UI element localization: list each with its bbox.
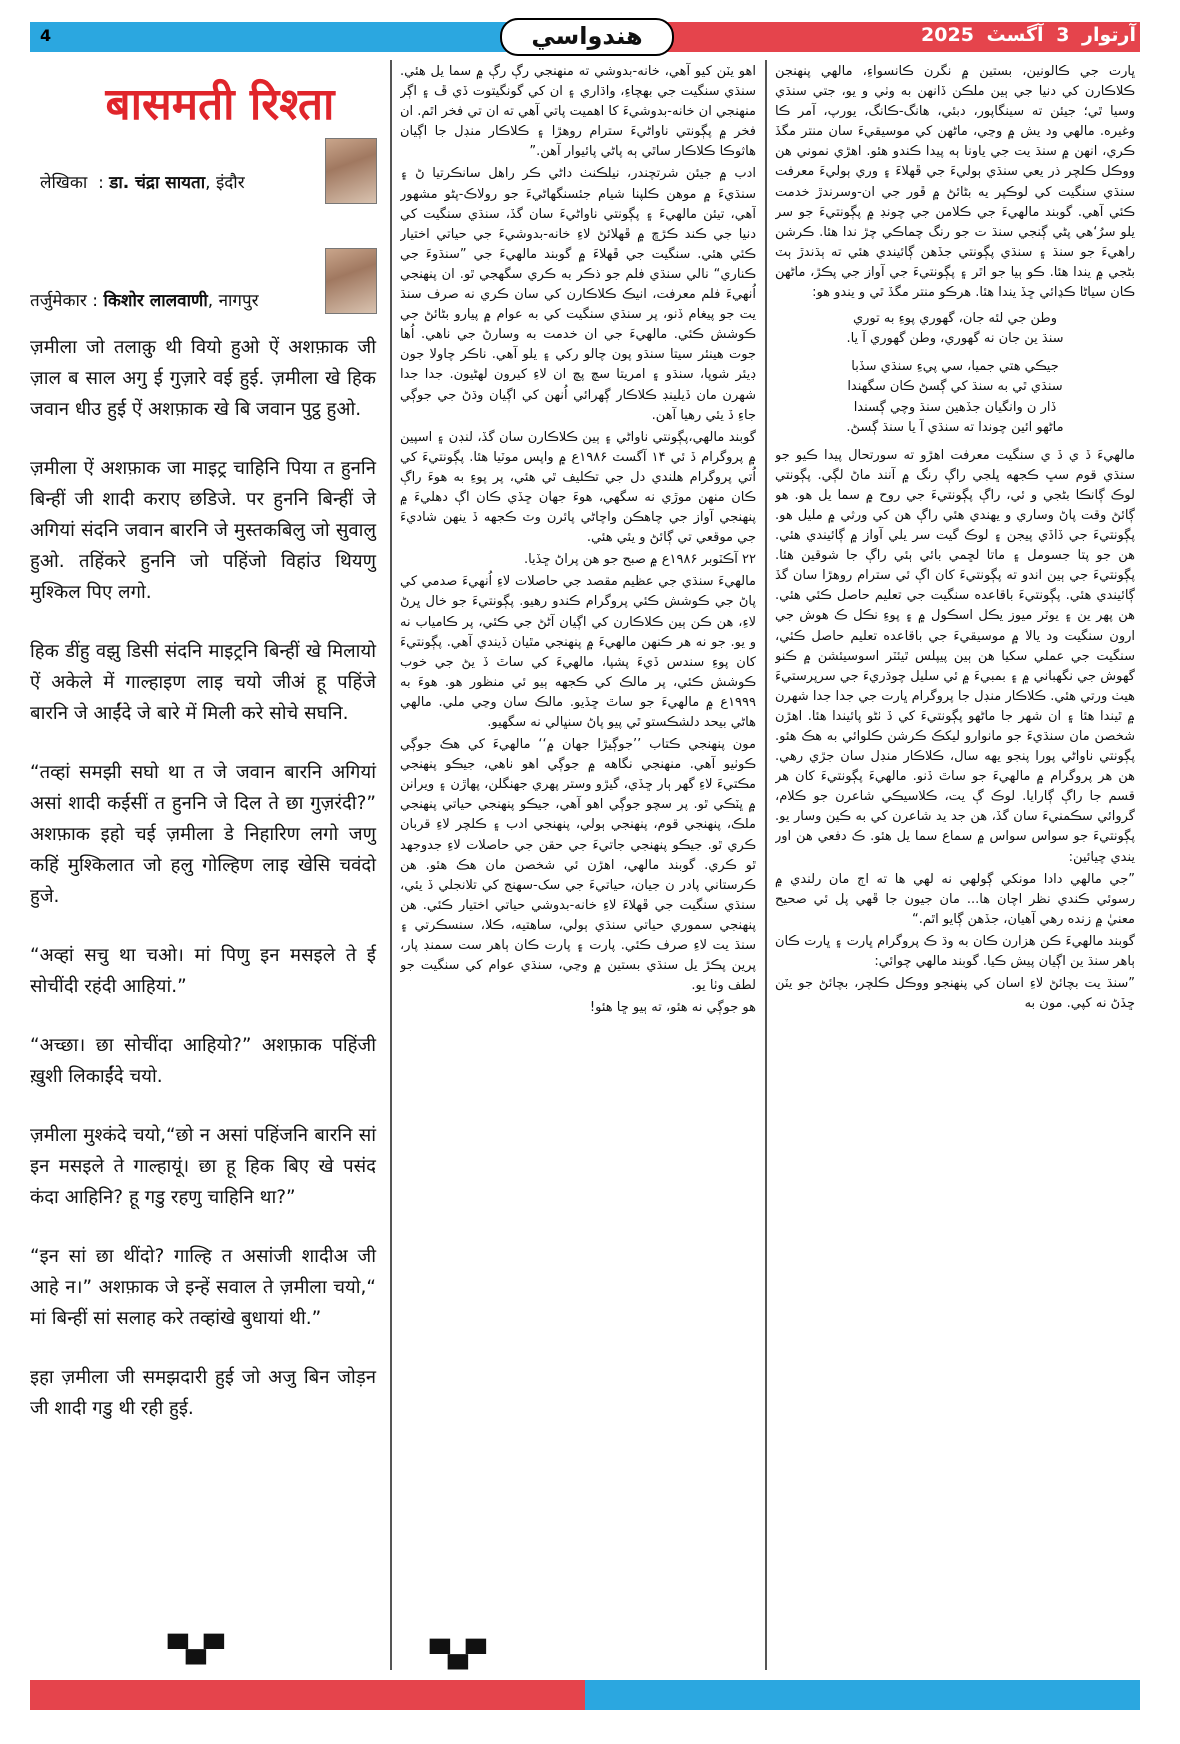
verse-line: جيڪي هتي جميا، سي پيءِ سنڌي سڏبا bbox=[851, 359, 1059, 375]
newspaper-masthead: هندواسي bbox=[500, 18, 674, 56]
story-paragraph: “अव्हां सचु था चओ। मां पिणु इन मसइले ते ई सोचींदी रहंदी आहियां.” bbox=[30, 945, 376, 997]
writer-photo bbox=[325, 138, 377, 204]
verse-block bbox=[775, 357, 1135, 437]
verse-line: سنڌي ٿي به سنڌ کي ڳسڻ ڪان سگهندا bbox=[847, 379, 1063, 395]
column-divider bbox=[765, 60, 767, 1670]
date-day: 3 bbox=[1056, 24, 1070, 46]
writer-byline: लेखिका : डा. चंद्रा सायता, इंदौर bbox=[40, 173, 245, 193]
quote-paragraph: ”سنڌ يت بچائڻ لاءِ اسان کي پنهنجو ووڪل ڪلچر، بچائڻ جو يٽن ڇڏڻ نه کپي. مون به bbox=[775, 976, 1135, 1012]
bottom-left-color-bar bbox=[30, 1680, 615, 1710]
translator-byline: तर्जुमेकार : किशोर लालवाणी, नागपुर bbox=[30, 291, 259, 311]
writer-name: डा. चंद्रा सायता bbox=[109, 173, 206, 193]
writer-city: इंदौर bbox=[215, 173, 245, 193]
story-paragraph: “तव्हां समझी सघो था त जे जवान बारनि अगियां असां शादी कईसीं त हुननि जे दिल ते छा गुज़रंदी?” अशफ़ाक इहो चई ज़मीला डे निहारिण लगो जणु कहिं मुश्किलात जो हलु गोल्हिण लाइ खेसि चवंदो हुजे. bbox=[30, 762, 376, 907]
column-divider bbox=[390, 60, 392, 1670]
story-paragraph: हिक डींहु वझु डिसी संदनि माइट्रनि बिन्हीं खे मिलायो ऐं अकेले में गाल्हाइण लाइ चयो जीअं हू पहिंजे बारनि जे आईंदे जे बारे में मिली करे सोचे सघनि. bbox=[30, 641, 376, 724]
middle-article-column bbox=[400, 62, 756, 1662]
verse-line: سنڌ ين جان نه گهوري، وطن گهوري آ يا. bbox=[846, 331, 1064, 347]
article-end-mark: ▀▄▀ bbox=[430, 1640, 484, 1670]
date-year: 2025 bbox=[921, 24, 974, 46]
translator-label: तर्जुमेकार bbox=[30, 291, 87, 311]
article-paragraph: هو جوڳي نه هئو، ته ٻيو ڇا هئو! bbox=[589, 1000, 756, 1016]
writer-label: लेखिका bbox=[40, 173, 88, 193]
article-title: बासमती रिश्ता bbox=[105, 79, 335, 130]
dateline bbox=[915, 24, 1136, 46]
story-paragraph: “इन सां छा थींदो? गाल्हि त असांजी शादीअ जी आहे न।” अशफ़ाक जे इन्हें सवाल ते ज़मीला चयो,“ मां बिन्हीं सां सलाह करे तव्हांखे बुधायां थी.” bbox=[30, 1246, 376, 1329]
verse-line: ماڻهو ائين چوندا ته سنڌي آ يا سنڌ ڳسڻ. bbox=[846, 419, 1064, 435]
translator-name: किशोर लालवाणी bbox=[103, 291, 208, 311]
date-month: آگسٽ bbox=[986, 24, 1044, 46]
bottom-right-color-bar bbox=[585, 1680, 1140, 1710]
article-paragraph: مون پنهنجي ڪتاب ’’جوڳيڙا جهان ۾‘‘ مالهيءَ کي هڪ جوڳي ڪوٺيو آهي. منهنجي نگاهه ۾ جوڳي اهو ناهي، جيڪو پنهنجي مڪتيءَ لاءِ گهر ٻار ڇڏي، گيڙو وستر پهري جهنگلن، پهاڙن ۽ ويرانن ۾ ڀٽڪي ٿو. پر سچو جوڳي اهو آهي، جيڪو پنهنجي حياتي پنهنجي ملڪ، پنهنجي قوم، پنهنجي ٻولي، پنهنجي ادب ۽ ڪلچر لاءِ قربان ڪري ٿو. جيڪو پنهنجي جاتيءَ جي حقن جي حاصلات لاءِ جدوجهد ٿو ڪري. گوبند مالهي، اهڙن ئي شخصن مان هڪ هئو. هن ڪرستاني پادر ن جيان، حياتيءَ جي سک-سهنج کي تلانجلي ڏ يئي، سنڌي سنگيت جي ڦهلاءَ لاءِ خانه-بدوشي حياتي اختيار ڪئي. هن پنهنجي سموري حياتي سنڌي ٻولي، ساهتيه، ڪلا، سنسڪرتي ۽ سنڌ يت لاءِ صرف ڪئي. پارت ۽ پارت ڪان ٻاهر ست سمنڊ پار، پرين پڪڙ يل سنڌي بستين ۾ وڃي، سنڌي عوام کي سنگيت جو لطف وٺا يو. bbox=[400, 737, 756, 994]
article-paragraph: مالهيءَ سنڌي جي عظيم مقصد جي حاصلات لاءِ اُنهيءَ صدمي کي پاڻ جي ڪوشش ڪئي پروگرام ڪندو رهيو. پڳونتيءَ جو خال ڀرڻ لاءِ، هن ڪن ٻين ڪلاڪارن کي اڳيان آڻڻ جي ڪئي، پر ڪامياب نه و يو. جو نه هر ڪنهن مالهيءَ ۾ پنهنجي مٿيان ڏيندي آهي. پڳونتيءَ کان پوءِ سندس ڏيءَ پشپا، مالهيءَ کي ساٿ ڏ يڻ جي خوب ڪوشش ڪئي، پر مالڪ کي ڪجهه ٻيو ئي منظور هو. هوءَ به ۱۹۹۹ع ۾ مالهيءَ جو ساٿ ڇڏيو. مالڪ سان وڃي ملي. مالهي هاڻي بيحد دلشڪستو ٿي پيو پاڻ سنڀالي نه سگهيو. bbox=[400, 574, 756, 730]
story-end-mark: ▀▄▀ bbox=[168, 1635, 222, 1665]
story-column bbox=[30, 60, 380, 1670]
story-body bbox=[30, 332, 376, 1452]
quote-paragraph: ”جي مالهي دادا مونکي ڳولهي نه لهي ها ته اڄ مان رلندي ۾ رسوئي ڪندي نظر اچان ها... مان جيون جا ڦهي پل ئي صحيح معنيٰ ۾ زنده رهي آهيان، جڏهن ڳايو اٿم.“ bbox=[775, 871, 1135, 927]
date-weekday: آرتوار bbox=[1082, 24, 1136, 46]
story-paragraph: ज़मीला जो तलाक़ु थी वियो हुओ ऐं अशफ़ाक जी ज़ाल ब साल अगु ई गुज़ारे वई हुई. ज़मीला खे हिक जवान धीउ हुई ऐं अशफ़ाक खे बि जवान पुट्ठ हुओ. bbox=[30, 337, 376, 420]
right-article-column bbox=[775, 62, 1135, 1662]
translator-photo bbox=[325, 248, 377, 314]
article-paragraph: ادب ۾ جيئن شرتچندر، نيلڪنٺ داڻي ڪر راهل سانڪرتيا ڻ ۽ سنڌيءَ ۾ موهن ڪلپنا شيام جئسنگهاڻيءَ جو رولاڪ-پڻو مشهور آهي، تيئن مالهيءَ ۽ پڳونتي ناواڻيءَ سان گڏ، سنڌي سنگيت کي دنيا جي ڪند ڪڙڇ ۾ ڦهلائڻ لاءِ خانه-بدوشيءَ جي حياتي اختيار ڪئي هئي. سنگيت جي ڦهلاءَ ۾ گوبند مالهيءَ جي ”سنڌوءَ جي ڪناري“ نالي سنڌي فلم جو ذڪر به ڪري سگهجي ٿو. ان پنهنجي اُنهيءَ فلم معرفت، انيڪ ڪلاڪارن کي سان ڪري نه صرف سنڌ يت جو پيغام ڏنو، پر سنڌي سنگيت کي به عوام ۾ پيارو بڻائڻ جي ڪوشش ڪئي. مالهيءَ جي ان خدمت به وسارڻ جي ناهي. اُها جوت هينئر سيتا سنڌو پون چالو رکي ۽ يلو آهي. ناڪر چاولا جون ڊيئر شوپا، سنڌو ۽ امريتا سچ پچ ان لاءِ کيرون لهڻيون. جدا جدا شهرن مان ڏيلينڊ ڪلاڪار ڳهرائي اُنهن کي اڳيان وڌڻ جي جوڳي جاءِ ڏ يئي رهيا آهن. bbox=[400, 166, 756, 423]
story-paragraph: इहा ज़मीला जी समझदारी हुई जो अजु बिन जोड़न जी शादी गडु थी रही हुई. bbox=[30, 1367, 376, 1419]
verse-line: ڏار ن وانگيان جڏهين سنڌ وچي ڳسندا bbox=[853, 399, 1057, 415]
article-paragraph: مالهيءَ ڏ ي ڏ ي سنگيت معرفت اهڙو ته سورتحال پيدا ڪيو جو سنڌي قوم سڀ ڪجهه ڀلجي راڳ رنگ ۾ آنند ماڻ لڳي. پڳونتي لوڪ ڳانڪا بڻجي و ئي، راڳ پڳونتيءَ جي روح ۾ سما يل هو. هو ڳائڻ وقت پاڻ وساري و يهندي هئي راڳ هن کي ورثي ۾ مليل هو. پڳونتيءَ جي ڏاڏي پيجن ۽ لوڪ گيت سر يلي آواز ۾ ڳائيندي هئي. هن جو پتا جسومل ۽ ماتا لڇمي بائي ٻئي راڳ جا شوقين هئا. پڳونتيءَ جي ٻين اندو ته پڳونتيءَ کان اڳ ئي سترام روهڙا سان گڏ ڳائيندي هئي. پڳونتيءَ باقاعده سنگيت جي تعليم حاصل ڪئي هئي. هن پهر ين ۽ يوٽر ميوز يڪل اسڪول ۾ ۽ پوءِ نڪل ڪ هوش جي ارون سنگيت ود يالا ۾ موسيقيءَ جي باقاعده تعليم حاصل ڪئي، سنگيت جي عملي سکيا هن ٻين پيپلس ٿيئٽر اسوسيئشن ۾ ڪنو گهوش جي نگهباني ۾ ۽ بمبيءَ ۾ ئي سليل چوڌريءَ جي سرپرستيءَ هيٺ ورتي هئي. ڪلاڪار منڊل جا پروگرام ڀارت جي جدا جدا شهرن ۾ ٿيندا هئا ۽ ان شهر جا ماڻهو پڳونتيءَ کي ڏ ٺڻو پائيندا هئا. اهڙن شخصن مان سنڌيءَ جو مانوارو ليکڪ ڪرشن ڪلوائي به هڪ هئو. پڳونتي ناواڻي پورا پنجو يهه سال، ڪلاڪار منڊل سان جڙي رهي. هن هر پروگرام ۾ مالهيءَ جو ساٿ ڏنو. مالهيءَ پڳونتيءَ کان هر قسم جا راڳ ڳارايا. لوڪ ڳ يت، ڪلاسيڪي شاعرن جو ڪلام، گروائي سڪمنيءَ سان گڏ، هن جد يد شاعرن کي به ڪين وسار يو. پڳونتيءَ جو سواس سواس ۾ سماع سما يل هئو. ڪ دفعي هن اور يندي چيائين: bbox=[775, 447, 1135, 865]
story-paragraph: ज़मीला मुश्कंदे चयो,“छो न असां पहिंजनि बारनि सां इन मसइले ते गाल्हायूं। छा हू हिक बिए खे पसंद कंदा आहिनि? हू गडु रहणु चाहिनि था?” bbox=[30, 1125, 376, 1208]
verse-block bbox=[775, 309, 1135, 349]
article-paragraph: ۲۲ آڪٽوبر ۱۹۸۶ع ۾ صبح جو هن پراڻ ڇڏيا. bbox=[523, 552, 756, 568]
article-paragraph: گوبند مالهي،پڳونتي ناواڻي ۽ ٻين ڪلاڪارن سان گڏ، لنڊن ۽ اسپين ۾ پروگرام ڏ ئي ۱۴ آگسٽ ۱۹۸۶ع ۾ واپس موٽيا هئا. پڳونتيءَ کي اُتي پروگرام هلندي دل جي تڪليف ٿي هئي، پر پوءِ به هوءَ راڳ ڪان منهن موڙي نه سگهي، هوءَ جهان ڇڏي ڪان اڳ دهليءَ ۾ پنهنجي آواز جي چاهڪن واچاڻي پائرن وٽ ڪجهه ڏ ينهن شاديءَ جي موقعي تي ڳائڻ و يئي هئي. bbox=[400, 429, 756, 546]
translator-city: नागपुर bbox=[218, 291, 259, 311]
article-paragraph: ڀارت جي ڪالونين، بستين ۾ نگرن ڪانسواءِ، مالهي پنهنجن ڪلاڪارن کي دنيا جي ٻين ملڪن ڏانهن به وٺي و يو، جتي سنڌي وسيا ٿي؛ جيئن ته سينگاپور، دبئي، هانگ-ڪانگ، يورپ، آمر ڪا وغيره. مالهي ود يش ۾ وڃي، ماڻهن کي موسيقيءَ سان منتر مگڏ ڪري، انهن ۾ سنڌ يت جي ياونا ٻه پيدا ڪندو هئو. اهڙي نموني هن ووڪل ڪلچر ذر يعي سنڌي ٻوليءَ جي ڦهلاءَ ۽ وري ٻوليءَ معرفت سنڌي سنگيت کي لوڪپر يه بڻائڻ ۾ ڦور جي ان-وسرندڙ خدمت ڪئي آهي. گوبند مالهيءَ جي ڪلامن جي چونڊ ۾ پڳونتيءَ جو سر يلو سرُ‘هي پڻي ڳنجي سنڌ ت جو رنگ چماڪي چڙ ندا هئا. ڪرشن راهيءَ جو سنڌ ۽ سنڌي پڳونتي جڏهن ڳائيندي هئي ته ٻڌندڙ ٻٽ بڻجي ۾ يندا هئا. ڪو ٻيا جو اٿر ۽ پڳونتيءَ جي آواز جي پڪڙ، ماڻهن ڪان سياڻا ڪڍائي ڇڏ يندا هئا. هرڪو منتر مگڏ ٿي و يندو هو: bbox=[775, 64, 1135, 301]
story-paragraph: “अच्छा। छा सोचींदा आहियो?” अशफ़ाक पहिंजी ख़ुशी लिकाईंदे चयो. bbox=[30, 1035, 376, 1087]
verse-line: وطن جي لئه جان، گهوري پوءِ به توري bbox=[852, 311, 1058, 327]
article-paragraph: گوبند مالهيءَ ڪن هزارن ڪان به وڌ ڪ پروگرام ڀارت ۽ ڀارت ڪان ٻاهر سنڌ ين اڳيان پيش ڪيا. گوبند مالهي چوائي: bbox=[775, 933, 1135, 970]
page-number: 4 bbox=[40, 26, 52, 45]
story-paragraph: ज़मीला ऐं अशफ़ाक जा माइट्र चाहिनि पिया त हुननि बिन्हीं जी शादी कराए छडिजे. पर हुननि बिन्हीं जे अगियां संदनि जवान बारनि जे मुस्तकबिलु जो सुवालु हुओ. तहिंकरे हुननि जो पहिंजो विहांउ थियणु मुश्किल पिए लगो. bbox=[30, 458, 376, 603]
article-paragraph: اهو يٽن کيو آهي، خانه-بدوشي ته منهنجي رڳ رڳ ۾ سما يل هئي. سنڌي سنگيت جي بهچاءِ، واڌاري ۽ ان کي گونگيتوت ڏي ڦ ۽ اڳر منهنجي ان خانه-بدوشيءَ کا اهميت پاتي آهي ته ان تي فخر اٿم. ان فخر ۾ پڳونتي ناواڻيءَ سترام روهڙا ۽ ڪلاڪار منڊل جا اڳيان هاثوڪا ڪلاڪار ساٿي ٻه پاڻي پائيوار آهن.” bbox=[400, 64, 756, 160]
